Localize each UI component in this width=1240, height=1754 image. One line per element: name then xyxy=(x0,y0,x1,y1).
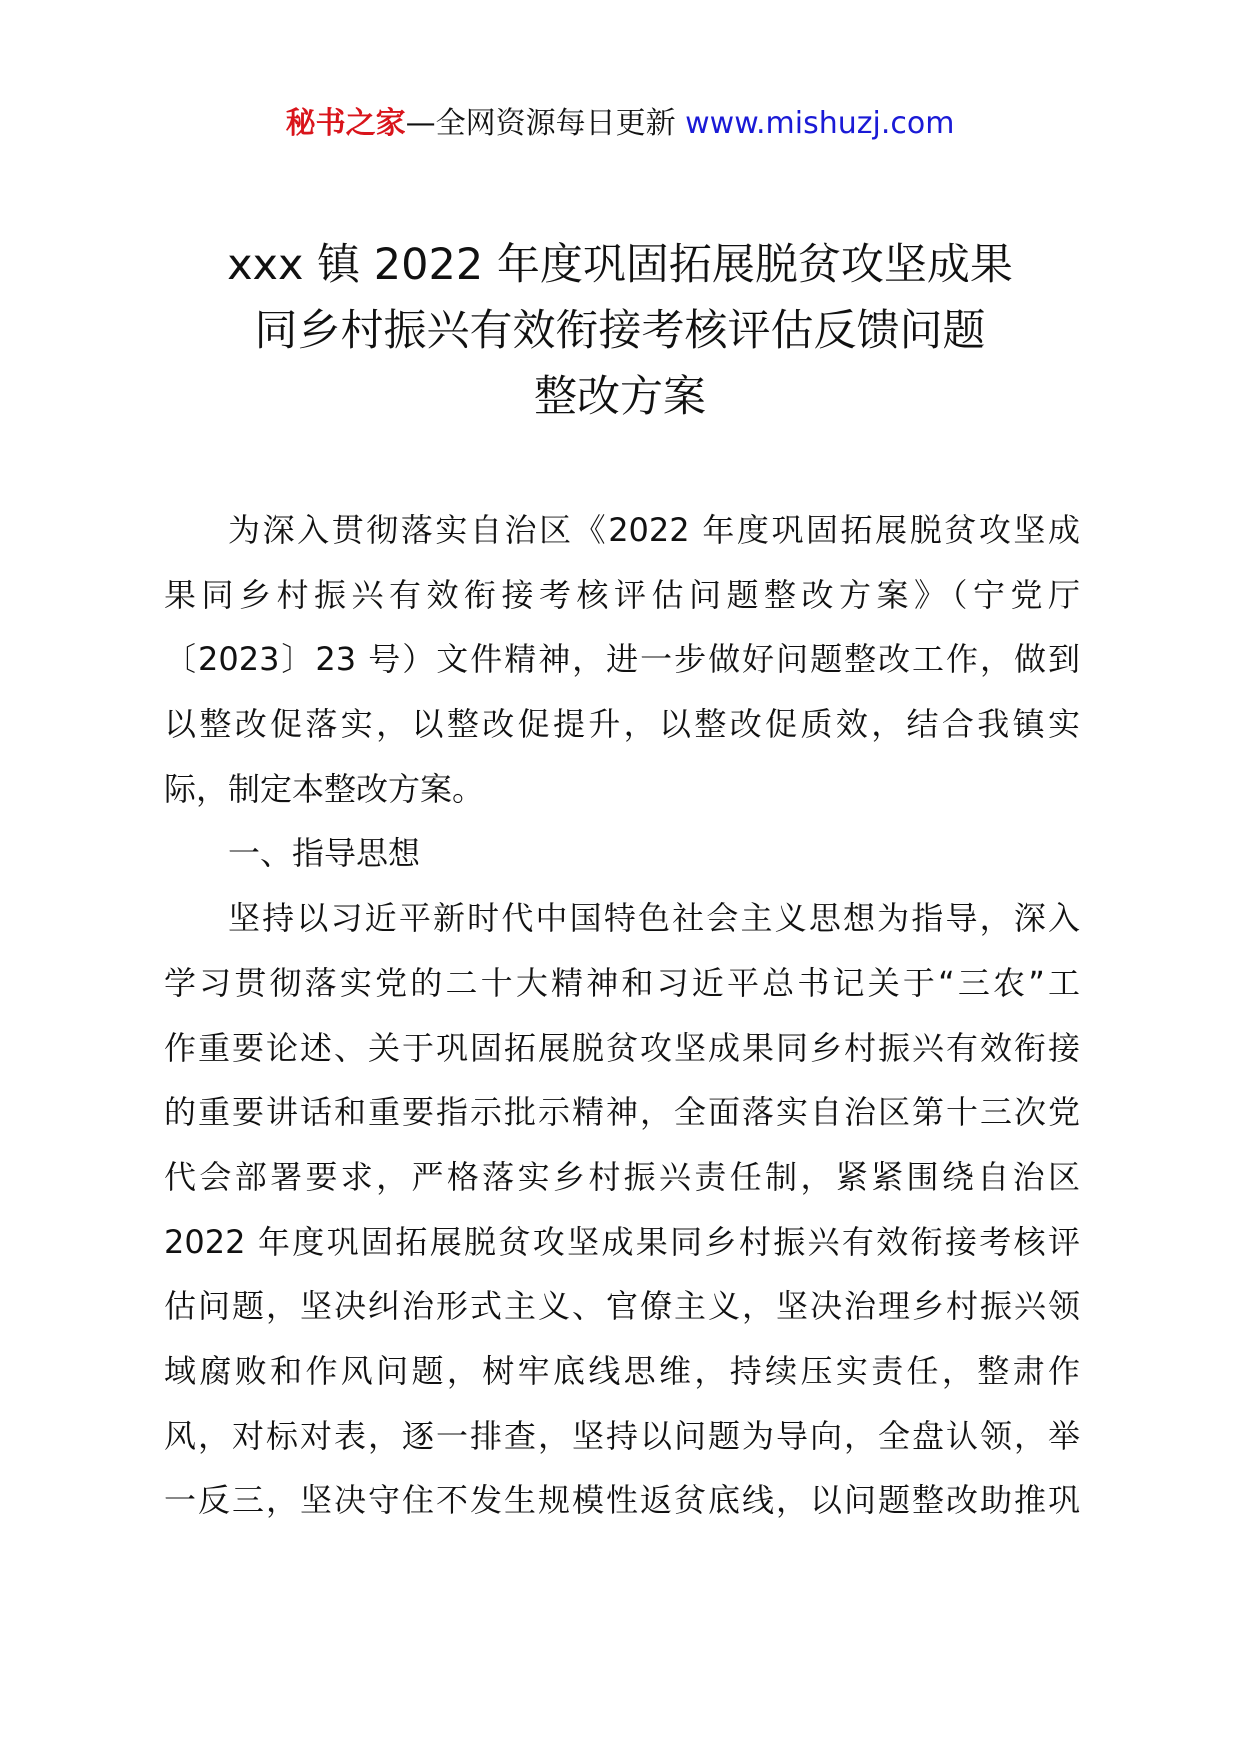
body-line: 域腐败和作风问题，树牢底线思维，持续压实责任，整肃作 xyxy=(164,1351,1080,1390)
body-line: 以整改促落实，以整改促提升，以整改促质效，结合我镇实 xyxy=(164,705,1080,744)
body-line: 坚持以习近平新时代中国特色社会主义思想为指导，深入 xyxy=(228,899,1080,938)
body-line: 的重要讲话和重要指示批示精神，全面落实自治区第十三次党 xyxy=(164,1093,1080,1132)
body-line: 一反三，坚决守住不发生规模性返贫底线，以问题整改助推巩 xyxy=(164,1481,1080,1520)
body-line: 作重要论述、关于巩固拓展脱贫攻坚成果同乡村振兴有效衔接 xyxy=(164,1028,1080,1067)
body-line: 风，对标对表，逐一排查，坚持以问题为导向，全盘认领，举 xyxy=(164,1416,1080,1455)
body-line: 估问题，坚决纠治形式主义、官僚主义，坚决治理乡村振兴领 xyxy=(164,1287,1080,1326)
body-line: 2022 年度巩固拓展脱贫攻坚成果同乡村振兴有效衔接考核评 xyxy=(164,1222,1080,1261)
document-body xyxy=(164,498,1080,1533)
body-line: 为深入贯彻落实自治区《2022 年度巩固拓展脱贫攻坚成 xyxy=(228,511,1080,549)
body-line: 际，制定本整改方案。 xyxy=(164,769,485,808)
section-heading: 一、指导思想 xyxy=(228,834,421,873)
body-line: 学习贯彻落实党的二十大精神和习近平总书记关于“三农”工 xyxy=(164,963,1080,1002)
site-tagline: —全网资源每日更新 xyxy=(405,106,686,141)
document-title xyxy=(150,232,1090,430)
body-line: 〔2023〕23 号）文件精神，进一步做好问题整改工作，做到 xyxy=(164,640,1080,679)
site-brand: 秘书之家 xyxy=(285,106,406,141)
body-line: 果同乡村振兴有效衔接考核评估问题整改方案》（宁党厅 xyxy=(164,575,1080,614)
title-line-3: 整改方案 xyxy=(534,372,706,422)
site-header xyxy=(0,104,1240,144)
site-url-link[interactable]: www.mishuzj.com xyxy=(685,106,955,141)
body-line: 代会部署要求，严格落实乡村振兴责任制，紧紧围绕自治区 xyxy=(164,1157,1080,1196)
title-line-2: 同乡村振兴有效衔接考核评估反馈问题 xyxy=(254,306,986,356)
title-line-1: xxx 镇 2022 年度巩固拓展脱贫攻坚成果 xyxy=(227,240,1013,290)
